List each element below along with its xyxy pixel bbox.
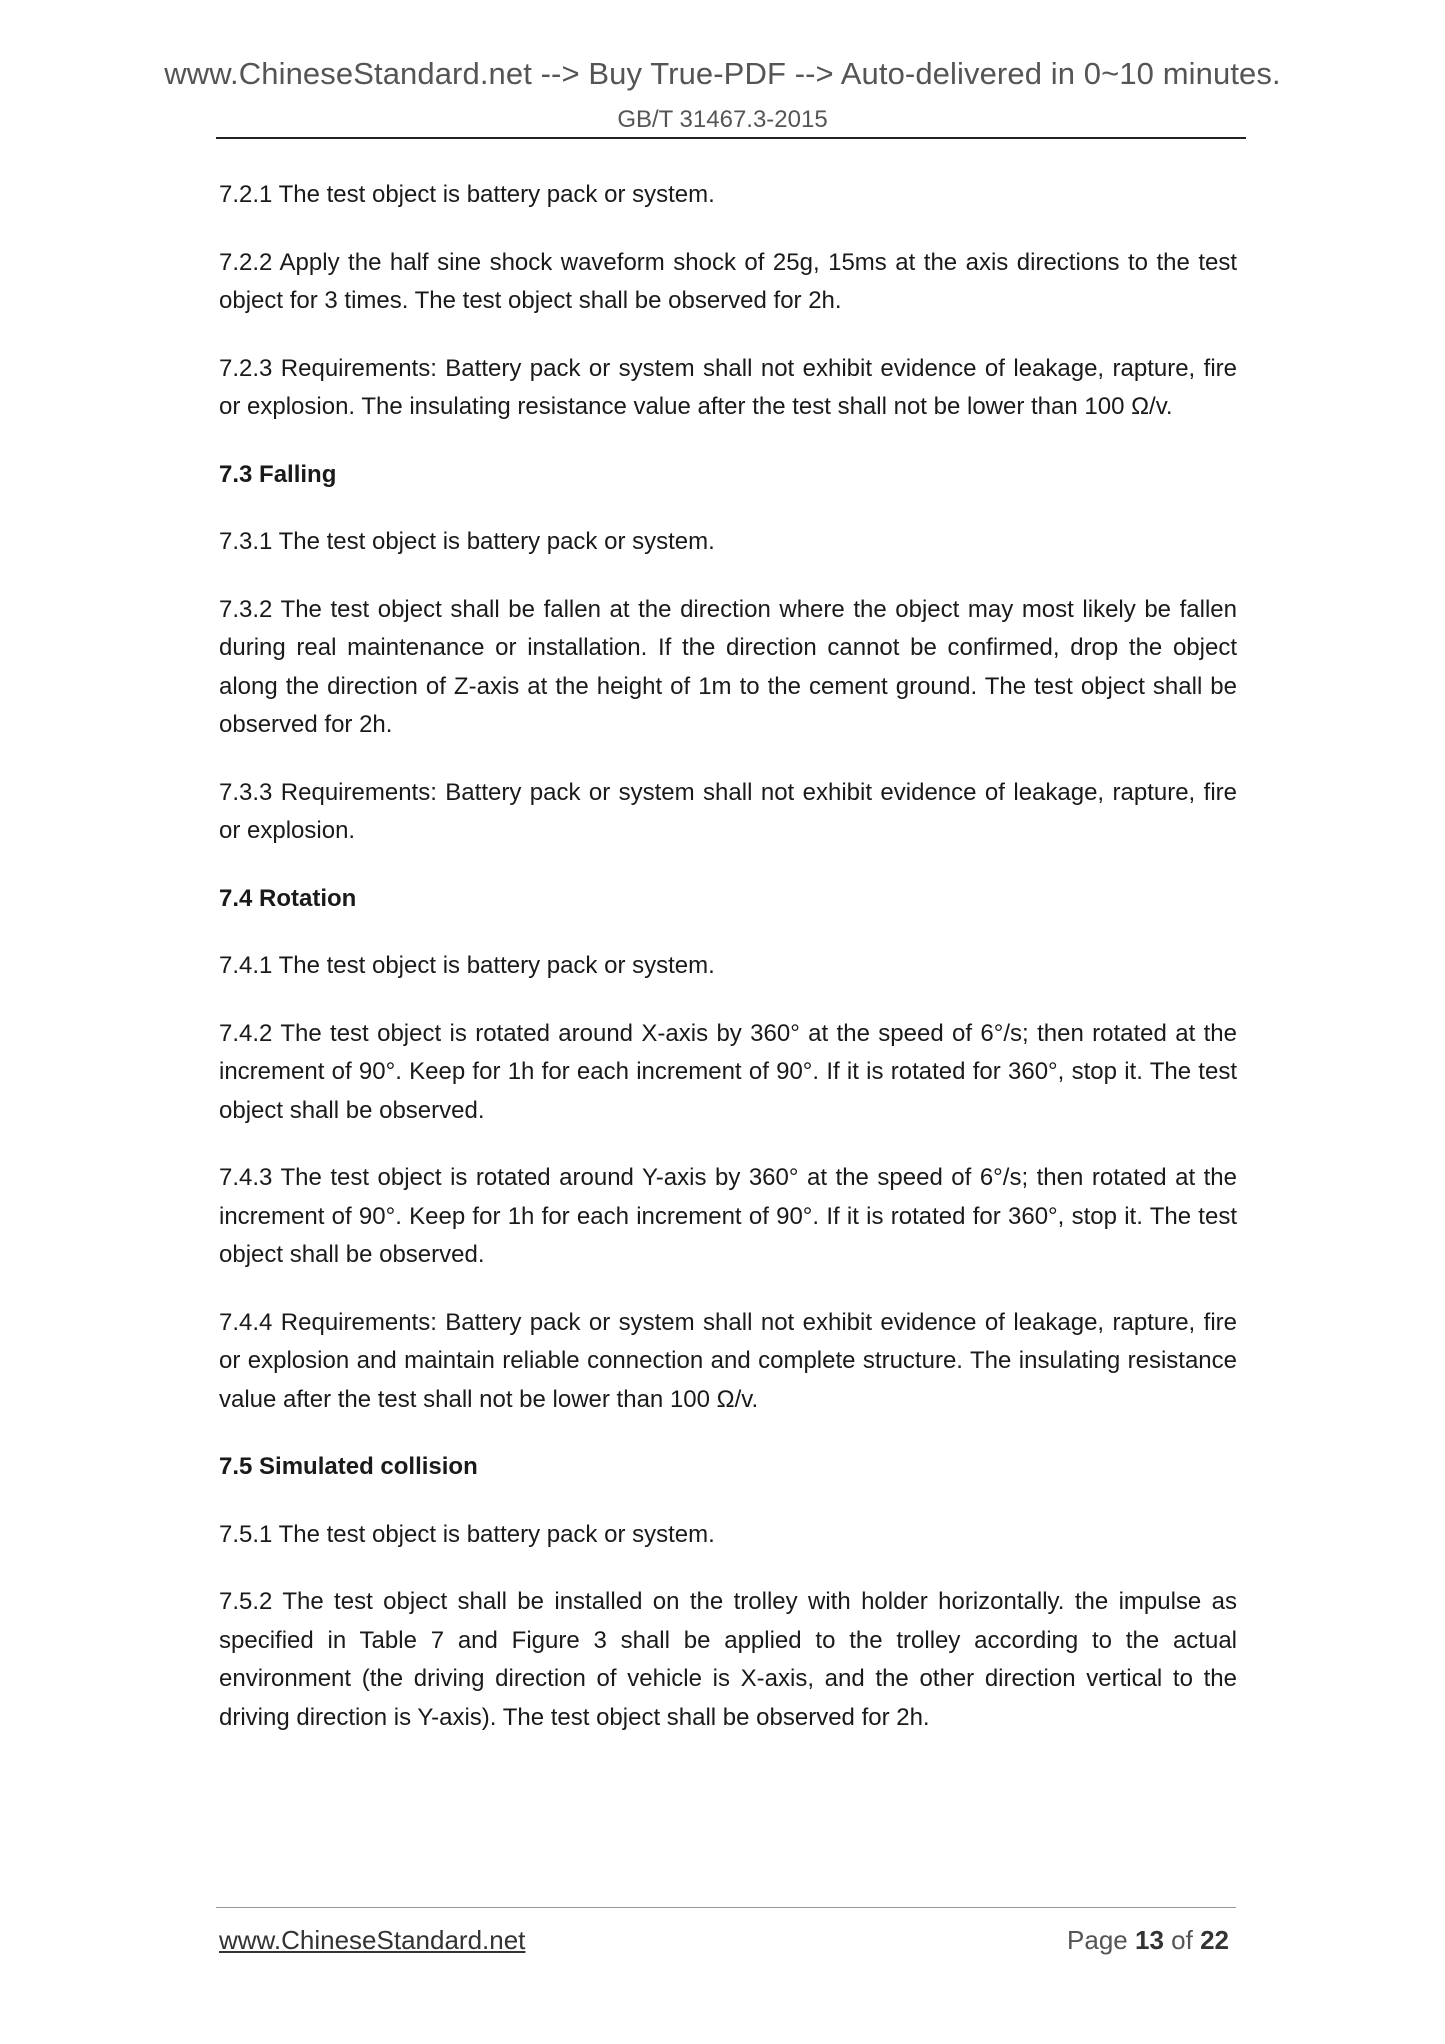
page-indicator: [1067, 1925, 1229, 1956]
page-total: 22: [1200, 1925, 1229, 1955]
footer-divider: [216, 1907, 1236, 1908]
clause-7-4-2: 7.4.2 The test object is rotated around X-axis by 360° at the speed of 6°/s; then rotated at the increment of 90°. Keep for 1h for each increment of 90°. If it is rotated for 360°, stop it. The test object shall be observed.: [219, 1019, 1237, 1124]
page-of-label: of: [1171, 1925, 1193, 1955]
clause-7-4-4: 7.4.4 Requirements: Battery pack or system shall not exhibit evidence of leakage, rapture, fire or explosion and maintain reliable connection and complete structure. The insulating resistance value after the test shall not be lower than 100 Ω/v.: [219, 1308, 1237, 1413]
header-divider: [216, 137, 1246, 139]
clause-7-4-3: 7.4.3 The test object is rotated around Y-axis by 360° at the speed of 6°/s; then rotated at the increment of 90°. Keep for 1h for each increment of 90°. If it is rotated for 360°, stop it. The test object shall be observed.: [219, 1164, 1237, 1268]
clause-7-2-2: 7.2.2 Apply the half sine shock waveform shock of 25g, 15ms at the axis directions to the test object for 3 times. The test object shall be observed for 2h.: [219, 248, 1237, 314]
clause-7-3-2: 7.3.2 The test object shall be fallen at the direction where the object may most likely be fallen during real maintenance or installation. If the direction cannot be confirmed, drop the object along the direction of Z-axis at the height of 1m to the cement ground. The test object shall be observed for 2h.: [219, 595, 1237, 738]
clause-7-2-1: 7.2.1 The test object is battery pack or system.: [219, 181, 715, 208]
clause-7-5-2: 7.5.2 The test object shall be installed on the trolley with holder horizontally. the impulse as specified in Table 7 and Figure 3 shall be applied to the trolley according to the actual environment (the driving direction of vehicle is X-axis, and the other direction vertical to the driving direction is Y-axis). The test object shall be observed for 2h.: [219, 1588, 1237, 1731]
clause-7-4-1: 7.4.1 The test object is battery pack or system.: [219, 952, 715, 979]
page-current: 13: [1135, 1925, 1164, 1955]
document-code: GB/T 31467.3-2015: [617, 106, 828, 133]
clause-7-3-3: 7.3.3 Requirements: Battery pack or system shall not exhibit evidence of leakage, rapture, fire or explosion.: [219, 778, 1237, 844]
footer-site-link[interactable]: www.ChineseStandard.net: [219, 1925, 526, 1955]
section-heading-7-3: 7.3 Falling: [219, 460, 337, 488]
clause-7-5-1: 7.5.1 The test object is battery pack or system.: [219, 1520, 715, 1548]
page-label: Page: [1067, 1925, 1128, 1955]
clause-7-3-1: 7.3.1 The test object is battery pack or system.: [219, 528, 715, 555]
document-body: [219, 176, 1237, 1766]
header-banner: www.ChineseStandard.net --> Buy True-PDF --> Auto-delivered in 0~10 minutes.: [164, 56, 1281, 91]
section-heading-7-4: 7.4 Rotation: [219, 884, 357, 912]
clause-7-2-3: 7.2.3 Requirements: Battery pack or system shall not exhibit evidence of leakage, rapture, fire or explosion. The insulating resistance value after the test shall not be lower than 100 Ω/v.: [219, 354, 1237, 420]
section-heading-7-5: 7.5 Simulated collision: [219, 1453, 478, 1480]
